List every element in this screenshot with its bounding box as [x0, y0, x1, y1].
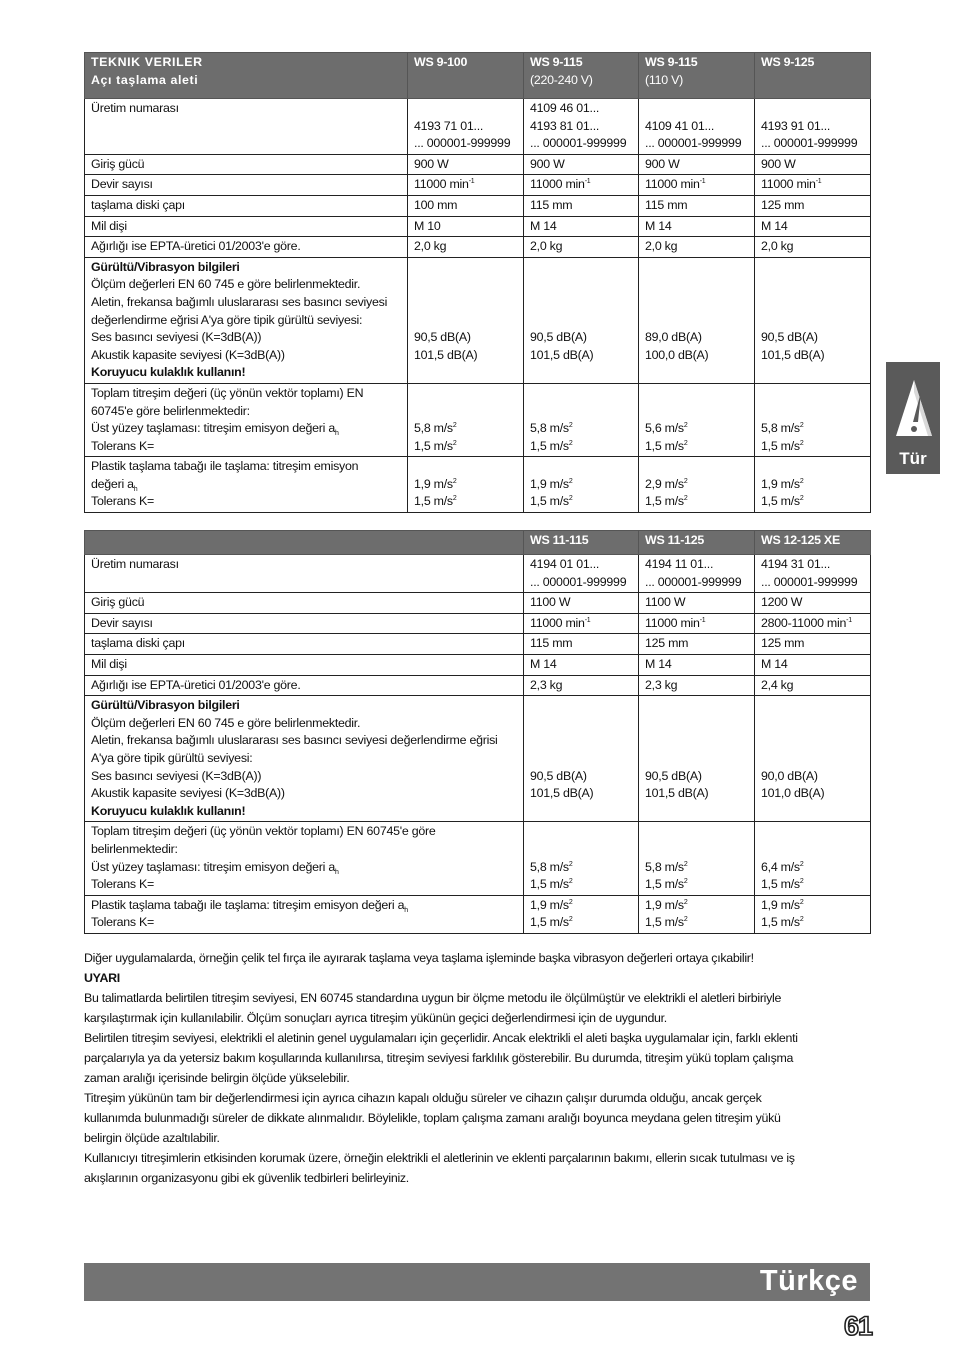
value-cell: 4193 71 01... ... 000001-999999 — [408, 99, 524, 155]
value-cell: 11000 $\min^{-1}$ — [639, 175, 755, 196]
value-cell: 115 mm — [524, 634, 639, 655]
value-cell: 2,3 kg — [639, 675, 755, 696]
spindle-thread-row — [85, 654, 871, 675]
vibration-notes — [84, 948, 874, 1188]
value-cell: 90,5 dB(A) 101,5 dB(A) — [755, 257, 871, 383]
value-cell: 2,9 $m/s^2$ 1,5 $m/s^2$ — [639, 457, 755, 513]
value-cell: 2,4 kg — [755, 675, 871, 696]
warning-paragraph-line: Kullanıcıyı titreşimlerin etkisinden korumak üzere, örneğin elektrikli el aletlerinin ve eklenti parçalarının bakımı, ellerin sıcak tutulması ve iş — [84, 1151, 795, 1165]
vibration-plastic-label: Plastik taşlama tabağı ile taşlama: titreşim emisyon değeri $a_h$ Tolerans K= — [85, 895, 524, 933]
value-cell: 2,0 kg — [408, 237, 524, 258]
value-cell: M 14 — [755, 654, 871, 675]
value-cell: M 14 — [639, 216, 755, 237]
value-cell: M 14 — [524, 216, 639, 237]
value-cell: 900 W — [524, 154, 639, 175]
vibration-plastic-row — [85, 457, 871, 513]
table-title-cell — [85, 531, 524, 555]
row-label: Giriş gücü — [85, 154, 408, 175]
value-cell: 1,9 $m/s^2$ 1,5 $m/s^2$ — [639, 895, 755, 933]
value-cell: 89,0 dB(A) 100,0 dB(A) — [639, 257, 755, 383]
value-cell: 4194 11 01... ... 000001-999999 — [639, 555, 755, 593]
value-cell: 5,6 $m/s^2$ 1,5 $m/s^2$ — [639, 383, 755, 456]
value-cell: 2800-11000 $\min^{-1}$ — [755, 613, 871, 634]
value-cell: 90,5 dB(A) 101,5 dB(A) — [639, 696, 755, 822]
value-cell: 11000 $\min^{-1}$ — [639, 613, 755, 634]
value-cell: 4193 91 01... ... 000001-999999 — [755, 99, 871, 155]
vibration-plastic-label: Plastik taşlama tabağı ile taşlama: titreşim emisyon değeri $a_h$ Tolerans K= — [85, 457, 408, 513]
value-cell: 900 W — [639, 154, 755, 175]
value-cell: 2,3 kg — [524, 675, 639, 696]
technical-data-table-1 — [84, 52, 871, 513]
value-cell: 1,9 $m/s^2$ 1,5 $m/s^2$ — [755, 895, 871, 933]
disc-diameter-row — [85, 634, 871, 655]
value-cell: 6,4 $m/s^2$ 1,5 $m/s^2$ — [755, 822, 871, 895]
warning-paragraph-line: parçalarıyla ya da yetersiz bakım koşullarında kullanılırsa, titreşim seviyesi farklılık gösterebilir. Bu durumda, titreşim yükü toplam çalışma — [84, 1051, 794, 1065]
value-cell: 115 mm — [524, 195, 639, 216]
value-cell: 4109 46 01... 4193 81 01... ... 000001-999999 — [524, 99, 639, 155]
value-cell: 4194 31 01... ... 000001-999999 — [755, 555, 871, 593]
value-cell: 5,8 $m/s^2$ 1,5 $m/s^2$ — [524, 383, 639, 456]
row-label: taşlama diski çapı — [85, 634, 524, 655]
speed-row — [85, 175, 871, 196]
value-cell: 5,8 $m/s^2$ 1,5 $m/s^2$ — [639, 822, 755, 895]
value-cell: 900 W — [755, 154, 871, 175]
vibration-plastic-row — [85, 895, 871, 933]
value-cell: 90,0 dB(A) 101,0 dB(A) — [755, 696, 871, 822]
value-cell: M 14 — [755, 216, 871, 237]
row-label: Devir sayısı — [85, 175, 408, 196]
other-applications-note: Diğer uygulamalarda, örneğin çelik tel fırça ile ayırarak taşlama veya taşlama işleminde başka vibrasyon değerleri ortaya çıkabilir! — [84, 951, 754, 965]
table-title: TEKNIK VERILER — [91, 55, 203, 69]
side-tab-label: Tür — [899, 449, 927, 468]
warning-paragraph-line: belirgin ölçüde azaltılabilir. — [84, 1131, 220, 1145]
production-number-row — [85, 555, 871, 593]
value-cell: 1100 W — [639, 593, 755, 614]
value-cell: M 14 — [639, 654, 755, 675]
model-header: WS 11-115 — [524, 531, 639, 555]
value-cell: 900 W — [408, 154, 524, 175]
value-cell: 1100 W — [524, 593, 639, 614]
warning-paragraph-line: kullanımda bulunmadığı süreler de dikkate alınmalıdır. Böylelikle, toplam çalışma zamanı aralığı boyunca meydana gelen titreşim yükü — [84, 1111, 781, 1125]
value-cell: M 10 — [408, 216, 524, 237]
value-cell: 2,0 kg — [524, 237, 639, 258]
noise-row — [85, 257, 871, 383]
page-number: 61 — [844, 1311, 873, 1341]
value-cell: 1200 W — [755, 593, 871, 614]
model-header: WS 12-125 XE — [755, 531, 871, 555]
vibration-label: Toplam titreşim değeri (üç yönün vektör toplamı) EN 60745'e göre belirlenmektedir: Üst yüzey taşlaması: titreşim emisyon değeri $a_h$ Tolerans K= — [85, 383, 408, 456]
footer-language-label: Türkçe — [759, 1265, 858, 1297]
vibration-row — [85, 383, 871, 456]
row-label: Ağırlığı ise EPTA-üretici 01/2003'e göre. — [85, 237, 408, 258]
value-cell: 1,9 $m/s^2$ 1,5 $m/s^2$ — [524, 457, 639, 513]
value-cell: M 14 — [524, 654, 639, 675]
warning-paragraph-line: Belirtilen titreşim seviyesi, elektrikli el aletinin genel uygulamaları için geçerlidir. Ancak elektrikli el aleti başka uygulamalar için, farklı eklenti — [84, 1031, 798, 1045]
row-label: taşlama diski çapı — [85, 195, 408, 216]
noise-row — [85, 696, 871, 822]
value-cell: 11000 $\min^{-1}$ — [408, 175, 524, 196]
warning-paragraph-line: karşılaştırmak için kullanılabilir. Ölçüm sonuçları ayrıca titreşim yükünün geçici değerlendirmesi için de uygundur. — [84, 1011, 667, 1025]
warning-paragraph-line: akışlarının organizasyonu gibi ek güvenlik tedbirleri belirleyiniz. — [84, 1171, 409, 1185]
value-cell: 125 mm — [639, 634, 755, 655]
input-power-row — [85, 154, 871, 175]
row-label: Üretim numarası — [85, 99, 408, 155]
value-cell: 11000 $\min^{-1}$ — [524, 613, 639, 634]
spindle-thread-row — [85, 216, 871, 237]
value-cell: 90,5 dB(A) 101,5 dB(A) — [524, 257, 639, 383]
table-subtitle: Açı taşlama aleti — [91, 72, 199, 87]
value-cell: 5,8 $m/s^2$ 1,5 $m/s^2$ — [755, 383, 871, 456]
value-cell: 115 mm — [639, 195, 755, 216]
warning-triangle-icon — [894, 378, 934, 440]
vibration-row — [85, 822, 871, 895]
speed-row — [85, 613, 871, 634]
warning-paragraph-line: zaman aralığı içerisinde belirgin ölçüde yükselebilir. — [84, 1071, 350, 1085]
production-number-row — [85, 99, 871, 155]
value-cell: 4194 01 01... ... 000001-999999 — [524, 555, 639, 593]
noise-label: Gürültü/Vibrasyon bilgileri Ölçüm değerleri EN 60 745 e göre belirlenmektedir. Aletin, frekansa bağımlı uluslararası ses basıncı seviyesi değerlendirme eğrisi A'ya göre tipik gürültü seviyesi: Ses basıncı seviyesi (K=3dB(A)) Akustik kapasite seviyesi (K=3dB(A)) Koruyucu kulaklık kullanın! — [85, 257, 408, 383]
row-label: Ağırlığı ise EPTA-üretici 01/2003'e göre. — [85, 675, 524, 696]
input-power-row — [85, 593, 871, 614]
value-cell: 11000 $\min^{-1}$ — [524, 175, 639, 196]
technical-data-table-2 — [84, 530, 871, 934]
model-header: WS 9-125 — [755, 53, 871, 99]
table-title-cell — [85, 53, 408, 99]
language-side-tab — [886, 362, 940, 474]
row-label: Mil dişi — [85, 216, 408, 237]
value-cell: 1,9 $m/s^2$ 1,5 $m/s^2$ — [524, 895, 639, 933]
warning-heading: UYARI — [84, 971, 120, 985]
value-cell: 4109 41 01... ... 000001-999999 — [639, 99, 755, 155]
value-cell: 125 mm — [755, 195, 871, 216]
vibration-label: Toplam titreşim değeri (üç yönün vektör toplamı) EN 60745'e göre belirlenmektedir: Üst yüzey taşlaması: titreşim emisyon değeri $a_h$ Tolerans K= — [85, 822, 524, 895]
warning-paragraph-line: Titreşim yükünün tam bir değerlendirmesi için ayrıca cihazın kapalı olduğu süreler ve cihazın çalışır durumda olduğu, ancak gerçek — [84, 1091, 762, 1105]
value-cell: 100 mm — [408, 195, 524, 216]
value-cell: 5,8 $m/s^2$ 1,5 $m/s^2$ — [408, 383, 524, 456]
noise-label: Gürültü/Vibrasyon bilgileri Ölçüm değerleri EN 60 745 e göre belirlenmektedir. Aletin, frekansa bağımlı uluslararası ses basıncı seviyesi değerlendirme eğrisi A'ya göre tipik gürültü seviyesi: Ses basıncı seviyesi (K=3dB(A)) Akustik kapasite seviyesi (K=3dB(A)) Koruyucu kulaklık kullanın! — [85, 696, 524, 822]
value-cell: 125 mm — [755, 634, 871, 655]
value-cell: 2,0 kg — [639, 237, 755, 258]
model-header: WS 9-115 (110 V) — [639, 53, 755, 99]
disc-diameter-row — [85, 195, 871, 216]
model-header: WS 9-115 (220-240 V) — [524, 53, 639, 99]
row-label: Giriş gücü — [85, 593, 524, 614]
model-header: WS 9-100 — [408, 53, 524, 99]
warning-paragraph-line: Bu talimatlarda belirtilen titreşim seviyesi, EN 60745 standardına uygun bir ölçme metodu ile ölçülmüştür ve elektrikli el aletleri birbiriyle — [84, 991, 782, 1005]
value-cell: 5,8 $m/s^2$ 1,5 $m/s^2$ — [524, 822, 639, 895]
footer-language-bar — [84, 1263, 870, 1301]
row-label: Üretim numarası — [85, 555, 524, 593]
row-label: Devir sayısı — [85, 613, 524, 634]
weight-row — [85, 237, 871, 258]
value-cell: 90,5 dB(A) 101,5 dB(A) — [524, 696, 639, 822]
value-cell: 1,9 $m/s^2$ 1,5 $m/s^2$ — [755, 457, 871, 513]
value-cell: 90,5 dB(A) 101,5 dB(A) — [408, 257, 524, 383]
value-cell: 2,0 kg — [755, 237, 871, 258]
table-header-row — [85, 531, 871, 555]
row-label: Mil dişi — [85, 654, 524, 675]
weight-row — [85, 675, 871, 696]
value-cell: 11000 $\min^{-1}$ — [755, 175, 871, 196]
table-header-row — [85, 53, 871, 99]
model-header: WS 11-125 — [639, 531, 755, 555]
value-cell: 1,9 $m/s^2$ 1,5 $m/s^2$ — [408, 457, 524, 513]
